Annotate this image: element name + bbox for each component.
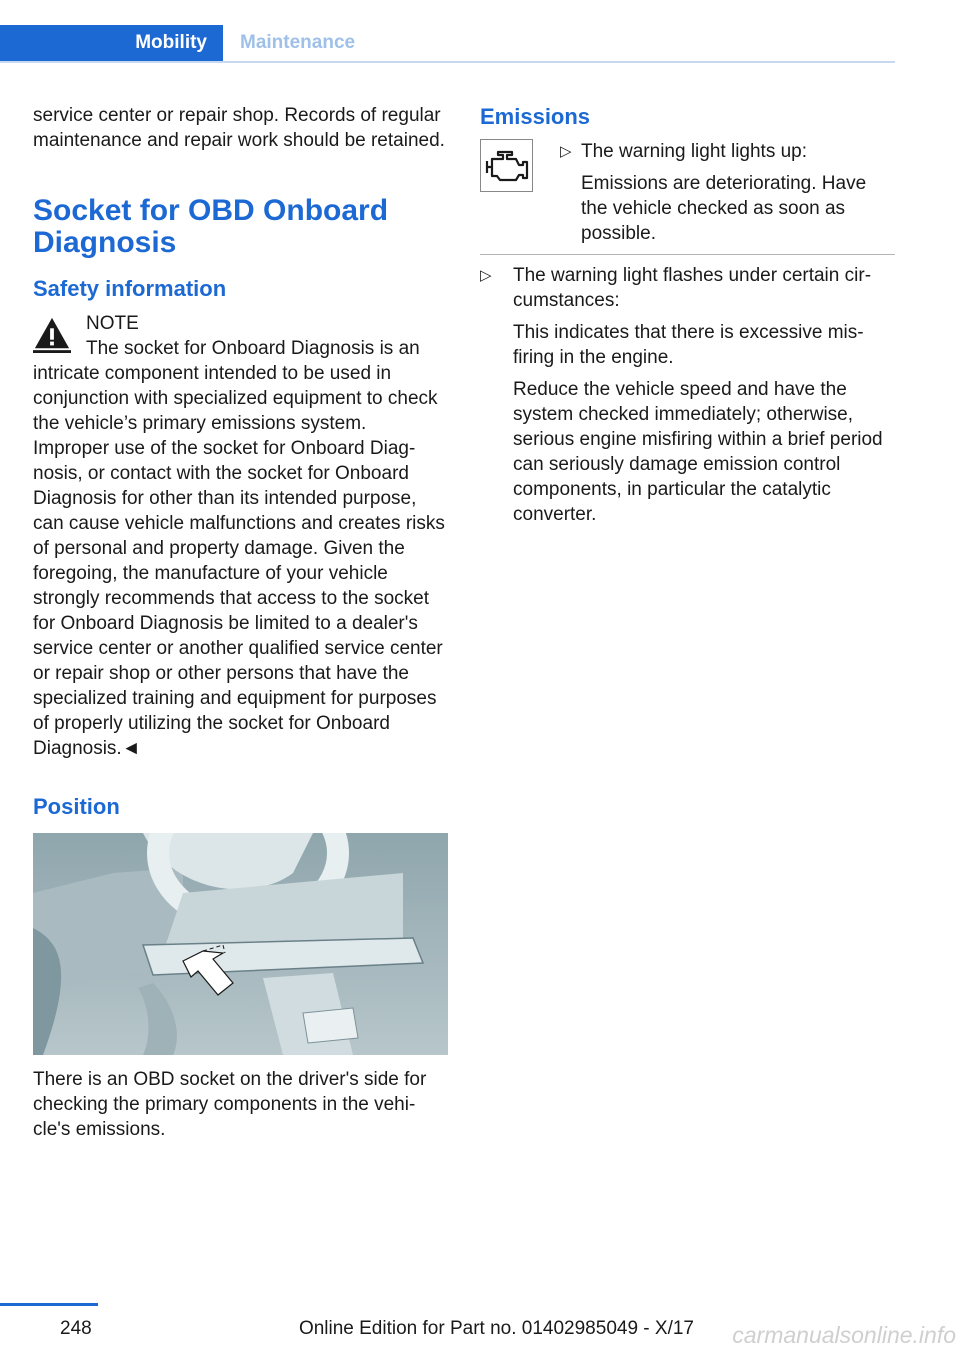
- edition-text: Online Edition for Part no. 01402985049 - X/17: [298, 1318, 694, 1339]
- emissions-heading: Emissions: [480, 104, 591, 129]
- indicator-table: [480, 139, 895, 255]
- footer-rule: [0, 1303, 98, 1306]
- warning-triangle-icon: [33, 315, 71, 353]
- engine-check-icon: [485, 149, 529, 183]
- triangle-bullet: ▷: [560, 143, 572, 160]
- bullet-line3: Reduce the vehicle speed and have the system checked immediately; otherwise, serious engine misfiring within a brief period can seriously damage emission control components, in particular the catalytic converter.: [513, 379, 883, 525]
- tab-maintenance[interactable]: Maintenance: [240, 32, 356, 53]
- position-caption: There is an OBD socket on the driver's side for checking the primary components in the vehicle's emissions.: [33, 1069, 427, 1140]
- indicator-description: [560, 139, 895, 246]
- row1-line1: The warning light lights up:: [581, 141, 808, 162]
- list-item: [480, 263, 895, 527]
- left-column: [33, 103, 445, 1142]
- bullet-line2: This indicates that there is excessive misfiring in the engine.: [513, 322, 864, 368]
- row1-line2: Emissions are deteriorating. Have the vehicle checked as soon as possible.: [581, 173, 867, 244]
- intro-paragraph: service center or repair shop. Records of regular maintenance and repair work should be retained.: [33, 105, 445, 151]
- page-number: 248: [60, 1318, 92, 1339]
- bullet-line1: The warning light flashes under certain circumstances:: [513, 265, 872, 311]
- engine-check-icon-box: [480, 139, 533, 192]
- header-tabbar: [0, 25, 895, 63]
- bullet-list: [480, 263, 895, 527]
- section-title: Socket for OBD Onboard Diagnosis: [33, 194, 389, 259]
- tab-mobility[interactable]: Mobility: [0, 25, 223, 61]
- indicator-row: [480, 139, 895, 255]
- safety-heading: Safety information: [33, 276, 227, 301]
- obd-position-diagram: [33, 833, 448, 1055]
- note-block: [33, 311, 445, 761]
- right-column: [480, 103, 895, 527]
- position-heading: Position: [33, 794, 120, 819]
- triangle-bullet: ▷: [480, 267, 492, 284]
- note-text: The socket for Onboard Diagnosis is an intricate component intended to be used in conjunction with specialized equipment to check the vehicle’s primary emissions system. Improper use of the socket for Onboard Diagnosis, or contact with the socket for Onboard Diagnosis for other than its intended purpose, can cause vehicle malfunctions and creates risks of personal and property damage. Given the foregoing, the manufacture of your vehicle strongly recommends that access to the socket for Onboard Diagnosis be limited to a dealer's service center or another qualified service center or repair shop or other persons that have the specialized training and equipment for purposes of properly utilizing the socket for Onboard Diagnosis.◄: [33, 338, 445, 759]
- note-label: NOTE: [86, 313, 139, 334]
- watermark: carmanualsonline.info: [732, 1322, 956, 1348]
